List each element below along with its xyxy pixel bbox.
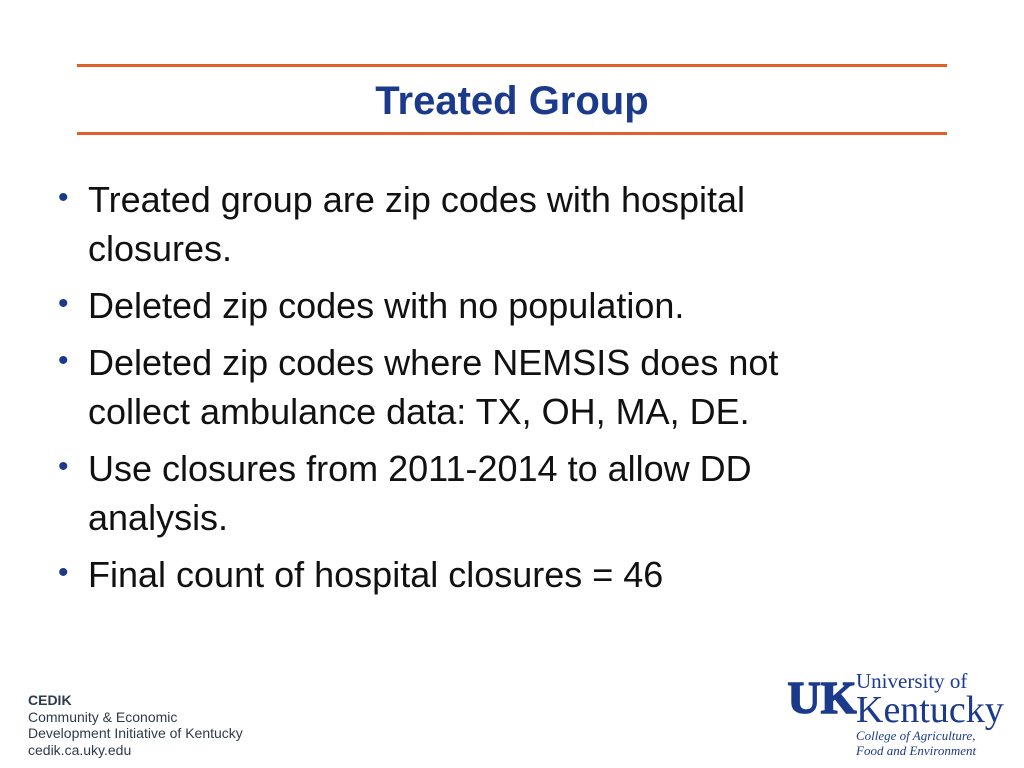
bullet-dot-icon: • xyxy=(58,344,69,377)
bullet-item xyxy=(58,281,878,330)
bullet-item xyxy=(58,444,878,542)
cedik-line: Community & Economic xyxy=(28,708,178,725)
bullet-text: Deleted zip codes with no population. xyxy=(88,285,685,326)
cedik-logo xyxy=(28,692,243,758)
cedik-url: cedik.ca.uky.edu xyxy=(28,741,132,758)
bottom-divider xyxy=(77,132,947,135)
bullet-dot-icon: • xyxy=(58,450,69,483)
cedik-line: Development Initiative of Kentucky xyxy=(28,725,243,741)
bullet-dot-icon: • xyxy=(58,556,69,589)
uk-mark-icon xyxy=(787,672,857,723)
bullet-list xyxy=(58,175,878,607)
slide-title: Treated Group xyxy=(375,79,649,123)
cedik-name: CEDIK xyxy=(28,692,72,708)
bullet-text: Treated group are zip codes with hospital closures. xyxy=(88,179,746,269)
uk-line-college: College of Agriculture, xyxy=(856,728,976,743)
uk-mark-text: UK xyxy=(787,672,857,723)
uk-logo xyxy=(787,669,1014,760)
uk-wordmark xyxy=(856,670,1004,758)
bullet-text: Final count of hospital closures = 46 xyxy=(88,554,664,595)
uk-line-kentucky: Kentucky xyxy=(856,689,1004,731)
top-divider xyxy=(77,64,947,67)
bullet-dot-icon: • xyxy=(58,181,69,214)
bullet-item xyxy=(58,338,878,436)
bullet-text: Use closures from 2011-2014 to allow DD analysis. xyxy=(88,448,752,538)
bullet-dot-icon: • xyxy=(58,287,69,320)
bullet-item xyxy=(58,550,878,599)
bullet-text: Deleted zip codes where NEMSIS does not collect ambulance data: TX, OH, MA, DE. xyxy=(88,342,779,432)
bullet-item xyxy=(58,175,878,273)
uk-line-food: Food and Environment xyxy=(856,743,977,758)
uk-line-university: University of xyxy=(856,669,968,693)
